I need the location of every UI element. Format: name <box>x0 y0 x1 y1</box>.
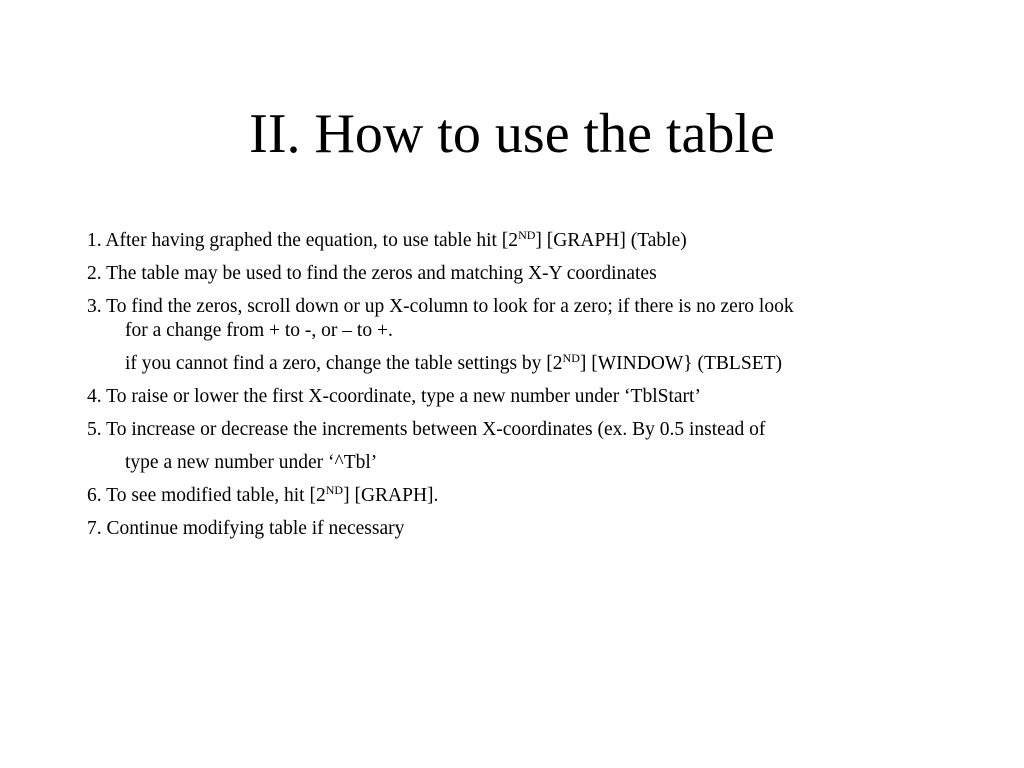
list-item-3-note <box>87 352 947 376</box>
list-item-2: 2. The table may be used to find the zeros and matching X-Y coordinates <box>87 263 657 284</box>
item-6-text-end: ] [GRAPH]. <box>343 485 439 506</box>
slide-title: II. How to use the table <box>249 103 775 165</box>
list-item-7: 7. Continue modifying table if necessary <box>87 518 405 539</box>
list-item-5-continuation: type a new number under ‘^Tbl’ <box>125 452 378 473</box>
item-1-superscript: ND <box>518 228 536 242</box>
item-3-note-superscript: ND <box>562 351 580 365</box>
item-1-text: 1. After having graphed the equation, to use table hit [2 <box>87 230 519 251</box>
list-item-3: 3. To find the zeros, scroll down or up X-column to look for a zero; if there is no zero look <box>87 296 794 317</box>
item-6-superscript: ND <box>325 483 344 497</box>
list-item-6 <box>87 484 947 508</box>
list-item-1 <box>87 229 947 253</box>
item-6-text: 6. To see modified table, hit [2 <box>87 485 326 506</box>
item-3-note-text: if you cannot find a zero, change the table settings by [2 <box>125 353 563 374</box>
list-item-4: 4. To raise or lower the first X-coordinate, type a new number under ‘TblStart’ <box>87 386 701 407</box>
item-3-note-text-end: ] [WINDOW} (TBLSET) <box>579 353 783 374</box>
list-item-5: 5. To increase or decrease the increments between X-coordinates (ex. By 0.5 instead of <box>87 419 766 440</box>
item-1-text-end: ] [GRAPH] (Table) <box>535 230 687 251</box>
list-item-3-continuation: for a change from + to -, or – to +. <box>125 320 393 341</box>
slide-body <box>87 229 947 541</box>
